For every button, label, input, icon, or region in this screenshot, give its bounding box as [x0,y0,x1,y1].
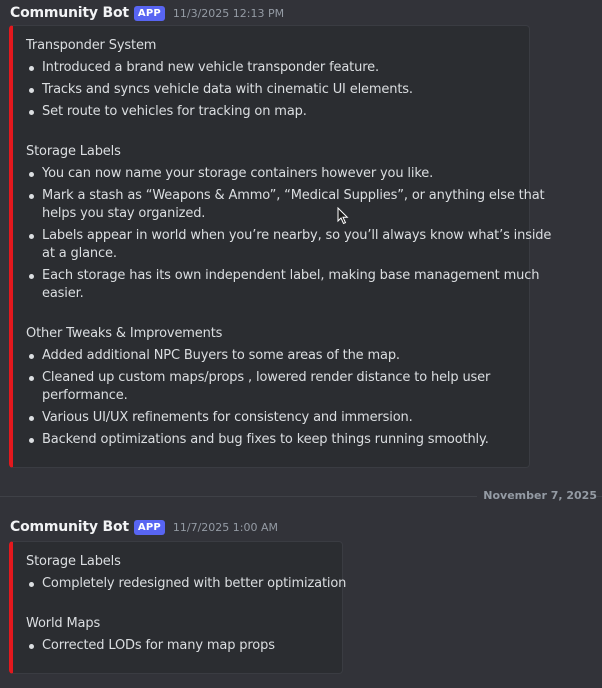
bullet-item-text: Various UI/UX refinements for consistency and immersion. [42,410,413,425]
bullet-item-text: helps you stay organized. [42,206,206,221]
bullet-dot-icon [29,438,34,443]
bullet-item-text: Set route to vehicles for tracking on map. [42,104,307,119]
bullet-dot-icon [29,88,34,93]
bullet-dot-icon [29,234,34,239]
bullet-item-text: Mark a stash as “Weapons & Ammo”, “Medical Supplies”, or anything else that [42,188,545,203]
bullet-dot-icon [29,354,34,359]
bullet-item-text: Corrected LODs for many map props [42,638,275,653]
bullet-item-text: performance. [42,388,128,403]
author-name[interactable]: Community Bot [10,5,129,21]
bullet-dot-icon [29,110,34,115]
bullet-dot-icon [29,194,34,199]
bullet-dot-icon [29,172,34,177]
message-header [10,517,278,537]
bullet-dot-icon [29,66,34,71]
bullet-item-text: Labels appear in world when you’re nearby, so you’ll always know what’s inside [42,228,552,243]
bullet-dot-icon [29,274,34,279]
next-message-stub [10,682,50,688]
embed-section-title: Transponder System [26,38,157,53]
app-badge: APP [134,520,165,535]
embed [9,541,347,674]
embed-section-title: World Maps [26,616,101,631]
mouse-pointer-icon [337,207,349,225]
bullet-item-text: You can now name your storage containers however you like. [42,166,434,181]
bullet-dot-icon [29,582,34,587]
bullet-item-text: easier. [42,286,84,301]
date-divider-label: November 7, 2025 [477,489,597,503]
embed [9,25,552,468]
message-header [10,3,284,23]
timestamp[interactable]: 11/7/2025 1:00 AM [172,520,278,534]
bullet-item-text: at a glance. [42,246,117,261]
bullet-dot-icon [29,416,34,421]
timestamp[interactable]: 11/3/2025 12:13 PM [172,6,285,20]
embed-section-title: Storage Labels [26,554,121,569]
bullet-item-text: Added additional NPC Buyers to some areas of the map. [42,348,400,363]
embed-section-title: Storage Labels [26,144,121,159]
bullet-item-text: Backend optimizations and bug fixes to keep things running smoothly. [42,432,489,447]
bullet-item-text: Each storage has its own independent label, making base management much [42,268,540,283]
bullet-item-text: Cleaned up custom maps/props , lowered render distance to help user [42,370,491,385]
bullet-item-text: Introduced a brand new vehicle transponder feature. [42,60,379,75]
bullet-dot-icon [29,644,34,649]
author-name[interactable]: Community Bot [10,519,129,535]
app-badge: APP [134,6,165,21]
bullet-item-text: Completely redesigned with better optimization [42,576,347,591]
bullet-dot-icon [29,376,34,381]
bullet-item-text: Tracks and syncs vehicle data with cinematic UI elements. [42,82,413,97]
embed-section-title: Other Tweaks & Improvements [26,326,223,341]
